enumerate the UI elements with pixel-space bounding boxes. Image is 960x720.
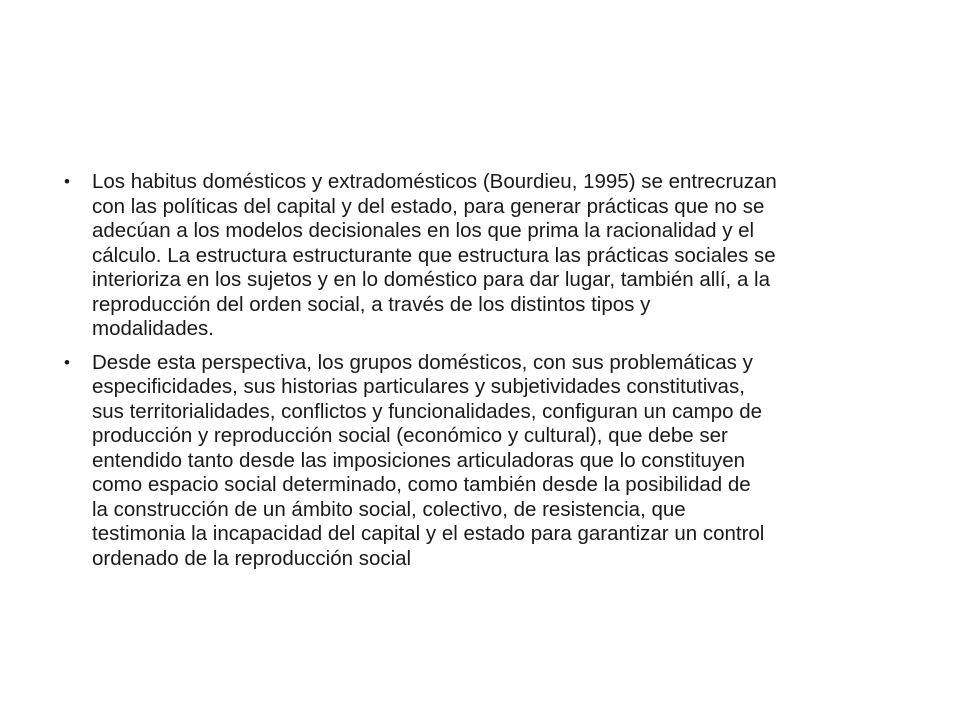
bullet-item xyxy=(64,351,914,572)
bullet-text: Desde esta perspectiva, los grupos domésticos, con sus problemáticas y especificidades, sus historias particulares y subjetividades constitutivas, sus territorialidades, conflictos y funcionalidades, configuran un campo de producción y reproducción social (económico y cultural), que debe ser entendido tanto desde las imposiciones articuladoras que lo constituyen como espacio social determinado, como también desde la posibilidad de la construcción de un ámbito social, colectivo, de resistencia, que testimonia la incapacidad del capital y el estado para garantizar un control ordenado de la reproducción social xyxy=(92,350,765,570)
bullet-text: Los habitus domésticos y extradomésticos (Bourdieu, 1995) se entrecruzan con las políticas del capital y del estado, para generar prácticas que no se adecúan a los modelos decisionales en los que prima la racionalidad y el cálculo. La estructura estructurante que estructura las prácticas sociales se interioriza en los sujetos y en lo doméstico para dar lugar, también allí, a la reproducción del orden social, a través de los distintos tipos y modalidades. xyxy=(92,170,777,340)
bullet-dot-icon: • xyxy=(64,352,70,372)
bullet-item xyxy=(64,170,914,342)
slide-content xyxy=(64,170,914,580)
bullet-dot-icon: • xyxy=(64,172,70,191)
